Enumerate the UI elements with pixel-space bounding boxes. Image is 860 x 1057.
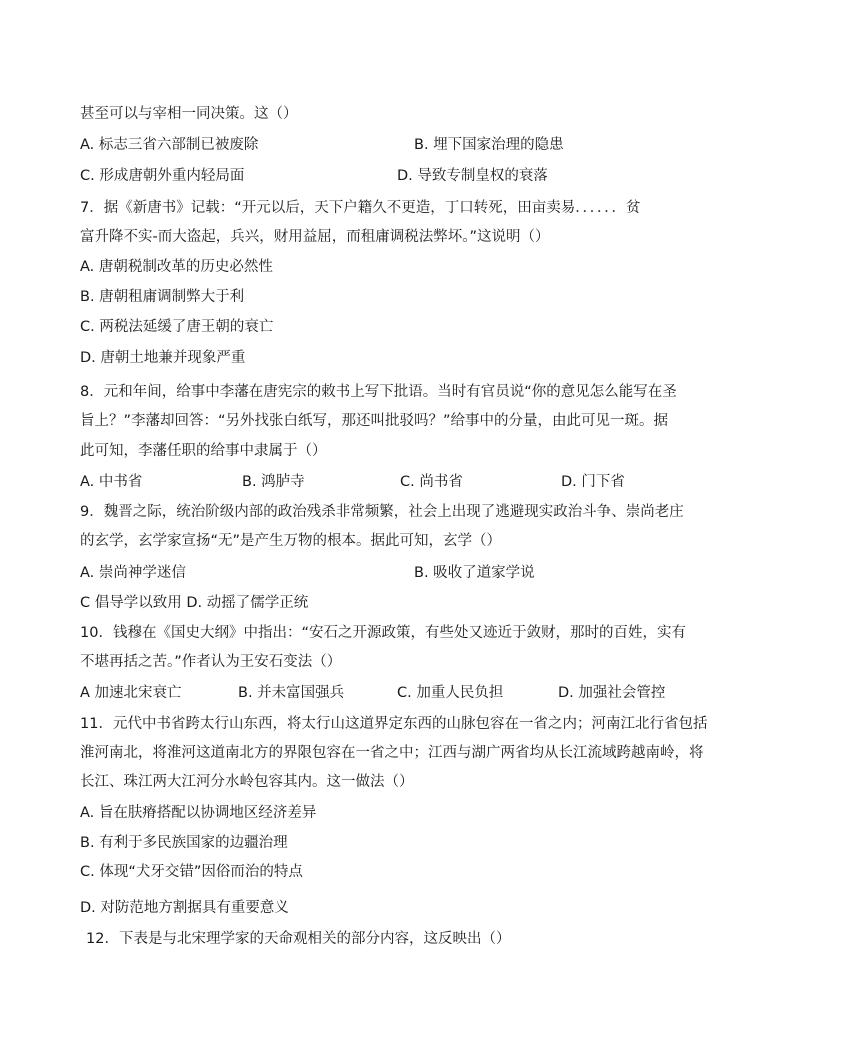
- question-9-line-1: 9．魏晋之际，统治阶级内部的政治残杀非常频繁，社会上出现了逃避现实政治斗争、崇尚老庄: [80, 504, 684, 520]
- q6-option-d: D. 导致专制皇权的衰落: [397, 168, 548, 184]
- q8-option-d: D. 门下省: [561, 474, 625, 490]
- question-7-line-1: 7．据《新唐书》记载：“开元以后，天下户籍久不更造，丁口转死，田亩卖易．．．．．．贫: [80, 200, 641, 216]
- q11-option-d: D. 对防范地方割据具有重要意义: [80, 900, 289, 916]
- q9-option-a: A. 崇尚神学迷信: [80, 565, 186, 581]
- question-7-line-2: 富升降不实-而大盗起，兵兴，财用益屈，而租庸调税法弊坏。”这说明（）: [80, 229, 550, 245]
- question-11-line-2: 淮河南北，将淮河这道南北方的界限包容在一省之中；江西与湖广两省均从长江流域跨越南岭，将: [80, 745, 704, 761]
- question-11-line-1: 11．元代中书省跨太行山东西，将太行山这道界定东西的山脉包容在一省之内；河南江北行省包括: [80, 716, 708, 732]
- q6-option-a: A. 标志三省六部制已被废除: [80, 137, 259, 153]
- q10-option-a: A 加速北宋衰亡: [80, 685, 182, 701]
- q6-option-b: B. 埋下国家治理的隐患: [414, 137, 564, 153]
- q8-option-c: C. 尚书省: [400, 474, 463, 490]
- q8-option-b: B. 鸿胪寺: [242, 474, 305, 490]
- question-11-line-3: 长江、珠江两大江河分水岭包容其内。这一做法（）: [80, 774, 414, 790]
- q11-option-b: B. 有利于多民族国家的边疆治理: [80, 835, 288, 851]
- q11-option-a: A. 旨在肤瘠搭配以协调地区经济差异: [80, 805, 317, 821]
- q7-option-b: B. 唐朝租庸调制弊大于利: [80, 289, 245, 305]
- question-8-line-2: 旨上？”李藩却回答：“另外找张白纸写，那还叫批驳吗？”给事中的分量，由此可见一斑。据: [80, 413, 669, 429]
- question-10-line-2: 不堪再括之苦。”作者认为王安石变法（）: [80, 654, 342, 670]
- q10-option-d: D. 加强社会管控: [558, 685, 666, 701]
- q9-option-b: B. 吸收了道家学说: [414, 565, 535, 581]
- question-9-line-2: 的玄学，玄学家宣扬“无”是产生万物的根本。据此可知，玄学（）: [80, 533, 502, 549]
- q6-option-c: C. 形成唐朝外重内轻局面: [80, 168, 245, 184]
- q7-option-a: A. 唐朝税制改革的历史必然性: [80, 259, 273, 275]
- q9-option-cd: C 倡导学以致用 D. 动摇了儒学正统: [80, 595, 309, 611]
- q7-option-d: D. 唐朝土地兼并现象严重: [80, 350, 246, 366]
- q10-option-b: B. 并未富国强兵: [238, 685, 345, 701]
- q8-option-a: A. 中书省: [80, 474, 143, 490]
- question-10-line-1: 10．钱穆在《国史大纲》中指出：“安石之开源政策，有些处又迹近于敛财，那时的百姓，实有: [80, 625, 686, 641]
- q10-option-c: C. 加重人民负担: [397, 685, 504, 701]
- question-12-stem: 12．下表是与北宋理学家的天命观相关的部分内容，这反映出（）: [86, 931, 511, 947]
- question-8-line-1: 8．元和年间，给事中李藩在唐宪宗的敕书上写下批语。当时有官员说“你的意见怎么能写在圣: [80, 384, 677, 400]
- q11-option-c: C. 体现“犬牙交错”因俗而治的特点: [80, 864, 303, 880]
- q7-option-c: C. 两税法延缓了唐王朝的衰亡: [80, 319, 274, 335]
- question-6-stem-end: 甚至可以与宰相一同决策。这（）: [80, 106, 298, 122]
- question-8-line-3: 此可知，李藩任职的给事中隶属于（）: [80, 443, 327, 459]
